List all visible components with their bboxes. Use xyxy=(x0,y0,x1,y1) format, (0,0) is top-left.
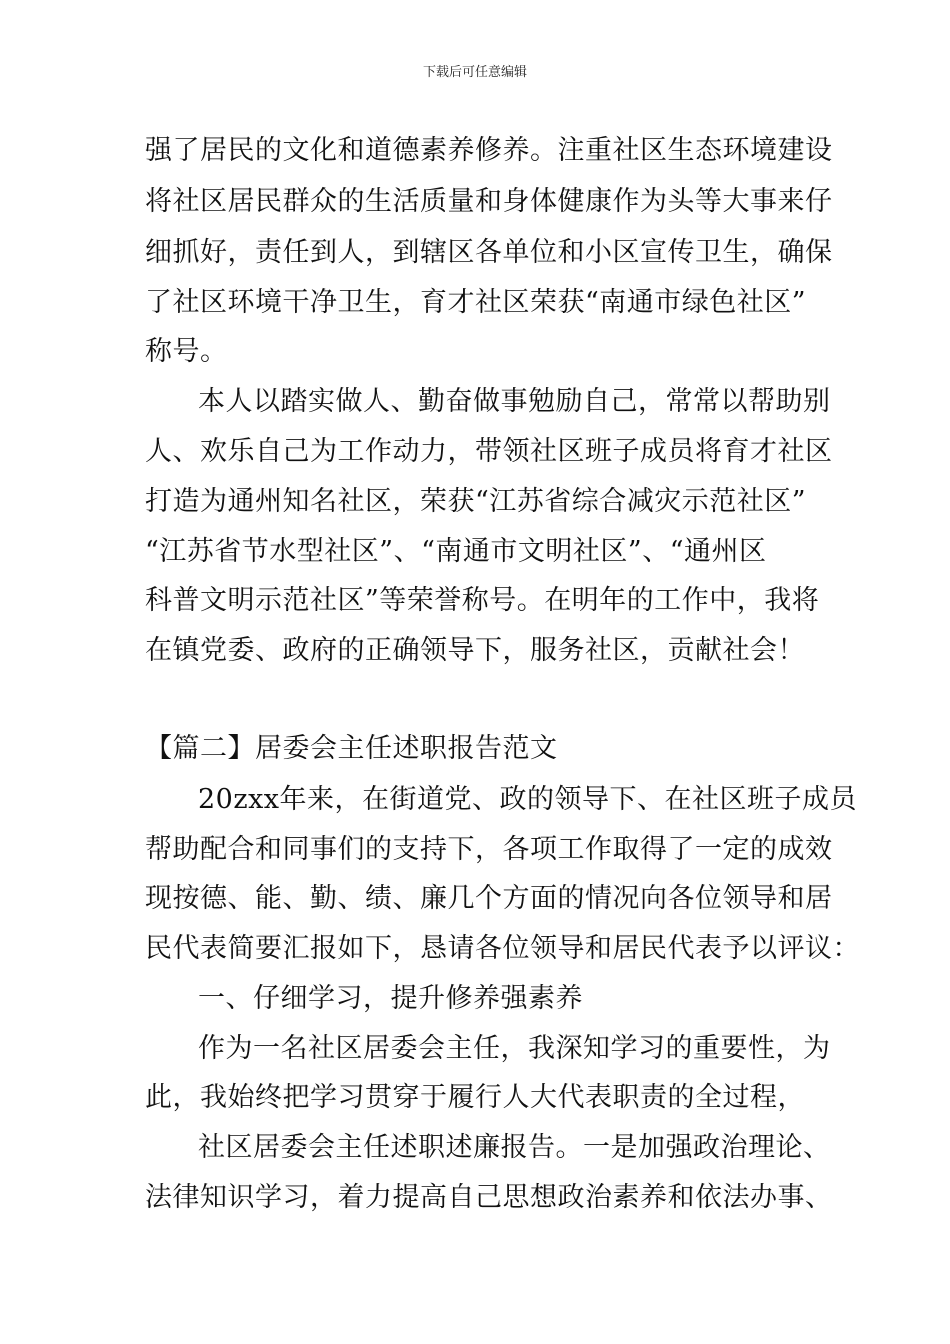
subsection-heading: 一、仔细学习，提升修养强素养 xyxy=(198,983,583,1014)
body-line: “江苏省节水型社区”、“南通市文明社区”、“通州区 xyxy=(145,536,767,567)
body-line: 本人以踏实做人、勤奋做事勉励自己，常常以帮助别 xyxy=(198,386,831,417)
body-line: 民代表简要汇报如下，恳请各位领导和居民代表予以评议： xyxy=(145,933,860,964)
body-line: 强了居民的文化和道德素养修养。注重社区生态环境建设 xyxy=(145,135,833,166)
body-line: 社区居委会主任述职述廉报告。一是加强政治理论、 xyxy=(198,1132,831,1163)
body-line: 法律知识学习，着力提高自己思想政治素养和依法办事、 xyxy=(145,1182,833,1213)
body-line: 将社区居民群众的生活质量和身体健康作为头等大事来仔 xyxy=(145,186,833,217)
section-heading: 【篇二】居委会主任述职报告范文 xyxy=(145,733,558,764)
body-line: 称号。 xyxy=(145,336,228,367)
body-line: 在镇党委、政府的正确领导下，服务社区，贡献社会！ xyxy=(145,635,805,666)
page-header: 下载后可任意编辑 xyxy=(422,65,527,80)
body-line: 作为一名社区居委会主任，我深知学习的重要性，为 xyxy=(198,1033,831,1064)
body-line: 20zxx年来，在街道党、政的领导下、在社区班子成员 xyxy=(198,784,858,815)
body-line: 科普文明示范社区”等荣誉称号。在明年的工作中，我将 xyxy=(145,585,820,616)
body-line: 人、欢乐自己为工作动力，带领社区班子成员将育才社区 xyxy=(145,436,833,467)
body-line: 打造为通州知名社区，荣获“江苏省综合减灾示范社区” xyxy=(145,486,807,517)
body-line: 现按德、能、勤、绩、廉几个方面的情况向各位领导和居 xyxy=(145,883,833,914)
body-line: 细抓好，责任到人，到辖区各单位和小区宣传卫生，确保 xyxy=(145,237,833,268)
body-line: 帮助配合和同事们的支持下，各项工作取得了一定的成效 xyxy=(145,834,833,865)
body-line: 了社区环境干净卫生，育才社区荣获“南通市绿色社区” xyxy=(145,287,807,318)
body-line: 此，我始终把学习贯穿于履行人大代表职责的全过程， xyxy=(145,1082,805,1113)
